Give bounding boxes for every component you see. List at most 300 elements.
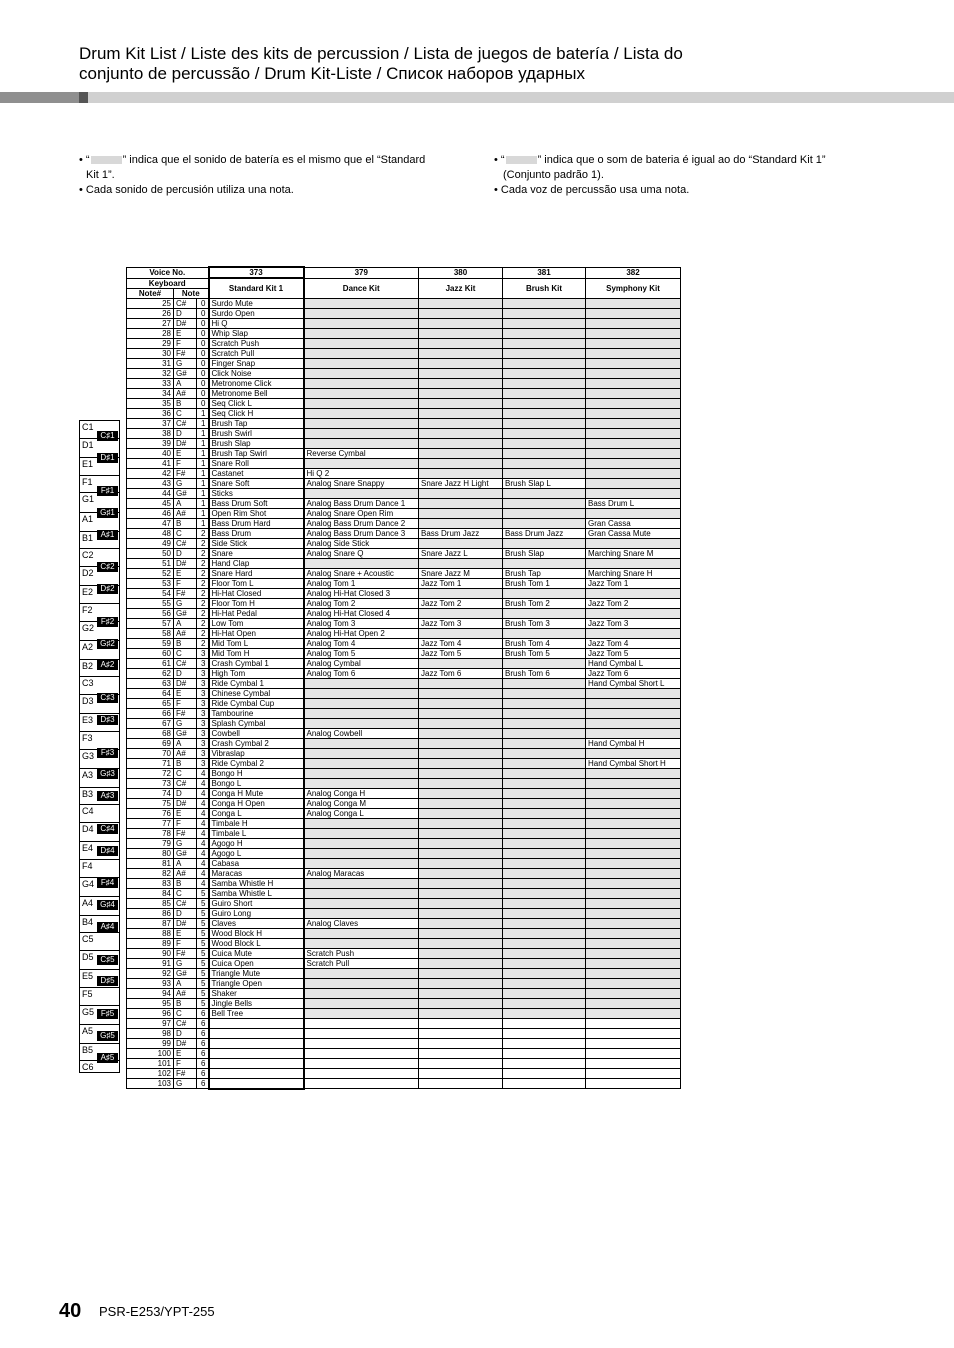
brush-kit-voice (503, 1048, 586, 1058)
note-name: A (174, 738, 197, 748)
standard-kit-voice: Agogo L (209, 848, 304, 858)
note-name: F# (174, 828, 197, 838)
dance-kit-voice: Analog Conga M (304, 798, 419, 808)
black-key: F♯5 (97, 1009, 118, 1019)
dance-kit-voice (304, 818, 419, 828)
standard-kit-voice: Conga L (209, 808, 304, 818)
note-octave: 6 (197, 1028, 209, 1038)
brush-kit-voice (503, 538, 586, 548)
standard-kit-voice: Maracas (209, 868, 304, 878)
standard-kit-voice: Bass Drum Soft (209, 498, 304, 508)
black-key: G♯1 (97, 508, 118, 518)
note-octave: 4 (197, 788, 209, 798)
brush-kit-voice (503, 998, 586, 1008)
brush-kit-voice (503, 888, 586, 898)
note-number: 97 (127, 1018, 174, 1028)
dance-kit-voice: Hi Q 2 (304, 468, 419, 478)
symphony-kit-voice (586, 308, 681, 318)
note-number: 34 (127, 388, 174, 398)
note-es-1 (79, 153, 469, 168)
standard-kit-voice: Samba Whistle H (209, 878, 304, 888)
white-key-label: D2 (82, 568, 94, 579)
symphony-kit-voice (586, 1068, 681, 1078)
black-key: D♯5 (97, 976, 118, 986)
jazz-kit-voice (419, 1028, 503, 1038)
note-octave: 4 (197, 798, 209, 808)
jazz-kit-voice (419, 948, 503, 958)
brush-kit-voice (503, 938, 586, 948)
note-name: D (174, 428, 197, 438)
note-name: F# (174, 1068, 197, 1078)
black-key: A♯3 (97, 791, 118, 801)
table-row (127, 728, 681, 738)
note-octave: 0 (197, 308, 209, 318)
symphony-kit-voice (586, 978, 681, 988)
table-row (127, 738, 681, 748)
note-name: A# (174, 748, 197, 758)
dance-kit-voice (304, 988, 419, 998)
table-row (127, 548, 681, 558)
note-name: B (174, 998, 197, 1008)
table-row (127, 1038, 681, 1048)
white-key-label: A2 (82, 641, 94, 652)
model-name: PSR-E253/YPT-255 (99, 1304, 215, 1319)
jazz-kit-voice (419, 378, 503, 388)
note-pt-1 (494, 153, 884, 168)
table-row (127, 668, 681, 678)
header-row-2 (127, 278, 681, 288)
standard-kit-voice: Triangle Mute (209, 968, 304, 978)
note-octave: 0 (197, 318, 209, 328)
jazz-kit-voice (419, 368, 503, 378)
brush-kit-voice (503, 368, 586, 378)
brush-kit-voice (503, 1038, 586, 1048)
table-row (127, 798, 681, 808)
white-key-label: C1 (82, 422, 94, 432)
dance-kit-voice (304, 928, 419, 938)
note-octave: 4 (197, 868, 209, 878)
note-octave: 5 (197, 898, 209, 908)
note-number: 86 (127, 908, 174, 918)
standard-kit-voice: Bass Drum Hard (209, 518, 304, 528)
black-key: A♯2 (97, 660, 118, 670)
note-number: 50 (127, 548, 174, 558)
jazz-kit-voice: Jazz Tom 5 (419, 648, 503, 658)
table-row (127, 498, 681, 508)
shade-swatch (91, 156, 122, 164)
jazz-kit-voice (419, 818, 503, 828)
brush-kit-voice (503, 418, 586, 428)
dance-kit-voice (304, 1028, 419, 1038)
symphony-kit-voice (586, 718, 681, 728)
dance-kit-voice (304, 718, 419, 728)
dance-kit-voice (304, 1038, 419, 1048)
note-name: D (174, 908, 197, 918)
white-key-label: E1 (82, 459, 94, 470)
note-number: 92 (127, 968, 174, 978)
table-row (127, 788, 681, 798)
symphony-kit-voice: Hand Cymbal L (586, 658, 681, 668)
note-octave: 3 (197, 718, 209, 728)
symphony-kit-voice (586, 358, 681, 368)
note-name: E (174, 1048, 197, 1058)
standard-kit-voice: Agogo H (209, 838, 304, 848)
dance-kit-voice (304, 908, 419, 918)
note-name: D (174, 548, 197, 558)
note-number: 93 (127, 978, 174, 988)
note-octave: 1 (197, 428, 209, 438)
black-key: F♯1 (97, 486, 118, 496)
note-octave: 4 (197, 838, 209, 848)
dance-kit-voice (304, 778, 419, 788)
note-number: 89 (127, 938, 174, 948)
brush-kit-voice (503, 928, 586, 938)
table-row (127, 398, 681, 408)
note-name: A# (174, 388, 197, 398)
dance-kit-voice (304, 1058, 419, 1068)
brush-kit-voice: Brush Tom 6 (503, 668, 586, 678)
brush-kit-voice (503, 768, 586, 778)
bullet-open: • “ (79, 154, 90, 166)
white-key-label: E3 (82, 715, 94, 726)
brush-kit-voice (503, 498, 586, 508)
standard-kit-voice: Vibraslap (209, 748, 304, 758)
note-number: 84 (127, 888, 174, 898)
dance-kit-voice (304, 328, 419, 338)
note-octave: 1 (197, 498, 209, 508)
note-octave: 5 (197, 988, 209, 998)
dance-kit-voice (304, 488, 419, 498)
note-number: 40 (127, 448, 174, 458)
note-number: 57 (127, 618, 174, 628)
note-number: 82 (127, 868, 174, 878)
note-name: C# (174, 658, 197, 668)
note-number: 76 (127, 808, 174, 818)
note-name: C# (174, 298, 197, 308)
jazz-kit-voice (419, 438, 503, 448)
dance-kit-voice (304, 1018, 419, 1028)
brush-kit-voice (503, 978, 586, 988)
dance-kit-voice (304, 878, 419, 888)
brush-kit-voice (503, 828, 586, 838)
symphony-kit-voice (586, 818, 681, 828)
symphony-kit-voice (586, 298, 681, 308)
standard-kit-voice: Scratch Push (209, 338, 304, 348)
jazz-kit-voice (419, 698, 503, 708)
table-row (127, 538, 681, 548)
jazz-kit-voice: Jazz Tom 6 (419, 668, 503, 678)
dance-kit-voice (304, 998, 419, 1008)
symphony-kit-voice (586, 728, 681, 738)
table-row (127, 908, 681, 918)
note-octave: 2 (197, 528, 209, 538)
jazz-kit-voice (419, 878, 503, 888)
note-name: C# (174, 898, 197, 908)
note-octave: 2 (197, 558, 209, 568)
dance-kit-voice (304, 428, 419, 438)
symphony-kit-voice (586, 698, 681, 708)
note-name: C (174, 528, 197, 538)
note-octave: 1 (197, 408, 209, 418)
table-row (127, 408, 681, 418)
jazz-kit-voice (419, 908, 503, 918)
jazz-kit-voice (419, 558, 503, 568)
standard-kit-voice: Snare (209, 548, 304, 558)
note-octave: 3 (197, 698, 209, 708)
note-number: 90 (127, 948, 174, 958)
bullet-open: • “ (494, 154, 505, 166)
brush-kit-voice (503, 808, 586, 818)
note-number: 102 (127, 1068, 174, 1078)
white-key-label: B1 (82, 532, 94, 543)
note-octave: 2 (197, 628, 209, 638)
symphony-kit-voice (586, 988, 681, 998)
note-octave: 3 (197, 648, 209, 658)
note-name: G (174, 598, 197, 608)
dance-kit-voice (304, 898, 419, 908)
note-octave: 2 (197, 638, 209, 648)
brush-kit-voice (503, 718, 586, 728)
standard-kit-voice: Chinese Cymbal (209, 688, 304, 698)
title-line-2: conjunto de percussão / Drum Kit-Liste / Список наборов ударных (79, 64, 585, 83)
black-key: F♯4 (97, 878, 118, 888)
jazz-kit-voice (419, 828, 503, 838)
brush-kit-voice (503, 298, 586, 308)
note-name: A (174, 858, 197, 868)
standard-kit-voice: Claves (209, 918, 304, 928)
note-octave: 2 (197, 578, 209, 588)
note-number: 77 (127, 818, 174, 828)
standard-kit-voice: Cuica Open (209, 958, 304, 968)
standard-kit-voice: Finger Snap (209, 358, 304, 368)
symphony-kit-voice (586, 1058, 681, 1068)
brush-kit-voice (503, 438, 586, 448)
note-number: 100 (127, 1048, 174, 1058)
symphony-kit-voice (586, 858, 681, 868)
table-row (127, 518, 681, 528)
standard-kit-voice: Seq Click H (209, 408, 304, 418)
dance-kit-voice (304, 1048, 419, 1058)
jazz-kit-voice (419, 328, 503, 338)
jazz-kit-voice (419, 708, 503, 718)
dance-kit-voice (304, 398, 419, 408)
black-key: D♯1 (97, 453, 118, 463)
dance-kit-voice: Analog Maracas (304, 868, 419, 878)
symphony-kit-voice (586, 388, 681, 398)
jazz-kit-voice (419, 658, 503, 668)
symphony-kit-voice (586, 868, 681, 878)
brush-kit-voice (503, 338, 586, 348)
note-octave: 0 (197, 368, 209, 378)
note-octave: 4 (197, 768, 209, 778)
note-octave: 6 (197, 1078, 209, 1089)
note-number: 60 (127, 648, 174, 658)
dance-kit-voice: Analog Bass Drum Dance 3 (304, 528, 419, 538)
table-row (127, 818, 681, 828)
standard-kit-voice: Ride Cymbal Cup (209, 698, 304, 708)
dance-kit-voice (304, 678, 419, 688)
jazz-kit-voice (419, 418, 503, 428)
brush-kit-voice: Brush Tom 2 (503, 598, 586, 608)
symphony-kit-voice (586, 508, 681, 518)
standard-kit-voice (209, 1078, 304, 1089)
note-octave: 1 (197, 468, 209, 478)
brush-kit-voice (503, 868, 586, 878)
dance-kit-voice (304, 1078, 419, 1089)
symphony-kit-voice (586, 768, 681, 778)
jazz-kit-voice (419, 1058, 503, 1068)
table-row (127, 318, 681, 328)
symphony-kit-voice (586, 778, 681, 788)
brush-kit-voice (503, 608, 586, 618)
black-key: C♯4 (97, 824, 118, 834)
brush-kit-voice (503, 958, 586, 968)
jazz-kit-voice (419, 358, 503, 368)
note-name: G (174, 478, 197, 488)
note-name: G (174, 958, 197, 968)
kit-number: 373 (209, 267, 304, 278)
symphony-kit-voice (586, 798, 681, 808)
table-row (127, 758, 681, 768)
dance-kit-voice: Analog Conga H (304, 788, 419, 798)
jazz-kit-voice (419, 988, 503, 998)
symphony-kit-voice: Jazz Tom 5 (586, 648, 681, 658)
jazz-kit-voice (419, 1048, 503, 1058)
kit-number: 382 (586, 267, 681, 278)
note-name: F# (174, 348, 197, 358)
brush-kit-voice (503, 588, 586, 598)
note-number: 75 (127, 798, 174, 808)
white-key-label: F1 (82, 476, 93, 487)
note-name: D# (174, 798, 197, 808)
note-octave: 1 (197, 438, 209, 448)
white-key-label: G2 (82, 622, 95, 633)
note-octave: 0 (197, 348, 209, 358)
jazz-kit-voice (419, 868, 503, 878)
symphony-kit-voice (586, 488, 681, 498)
note-name: G# (174, 608, 197, 618)
dance-kit-voice: Analog Snare Snappy (304, 478, 419, 488)
note-number: 83 (127, 878, 174, 888)
standard-kit-voice: Cuica Mute (209, 948, 304, 958)
note-name: C (174, 1008, 197, 1018)
note-number: 61 (127, 658, 174, 668)
standard-kit-voice: Scratch Pull (209, 348, 304, 358)
jazz-kit-voice (419, 308, 503, 318)
table-row (127, 988, 681, 998)
symphony-kit-voice (586, 958, 681, 968)
jazz-kit-voice (419, 938, 503, 948)
brush-kit-voice: Brush Tap (503, 568, 586, 578)
brush-kit-voice (503, 688, 586, 698)
dance-kit-voice (304, 888, 419, 898)
jazz-kit-voice (419, 348, 503, 358)
kit-name: Jazz Kit (419, 278, 503, 298)
standard-kit-voice: Conga H Mute (209, 788, 304, 798)
note-name: G# (174, 968, 197, 978)
white-key-label: B4 (82, 916, 94, 927)
note-name: C# (174, 778, 197, 788)
note-octave: 0 (197, 358, 209, 368)
dance-kit-voice (304, 698, 419, 708)
note-octave: 4 (197, 818, 209, 828)
note-number: 78 (127, 828, 174, 838)
note-octave: 3 (197, 678, 209, 688)
white-key-label: A1 (82, 513, 94, 524)
header-bar-accent (0, 92, 79, 103)
standard-kit-voice: Crash Cymbal 2 (209, 738, 304, 748)
white-key-label: C6 (82, 1062, 94, 1073)
note-number: 99 (127, 1038, 174, 1048)
white-key-label: A3 (82, 769, 94, 780)
table-row (127, 628, 681, 638)
note-number: 44 (127, 488, 174, 498)
black-key: G♯5 (97, 1031, 118, 1041)
standard-kit-voice: Samba Whistle L (209, 888, 304, 898)
brush-kit-voice (503, 798, 586, 808)
note-name: G (174, 838, 197, 848)
symphony-kit-voice (586, 348, 681, 358)
symphony-kit-voice: Hand Cymbal Short L (586, 678, 681, 688)
standard-kit-voice: Sticks (209, 488, 304, 498)
note-octave: 4 (197, 808, 209, 818)
note-octave: 5 (197, 978, 209, 988)
black-key: A♯4 (97, 922, 118, 932)
note-number: 101 (127, 1058, 174, 1068)
kit-number: 380 (419, 267, 503, 278)
kit-name: Standard Kit 1 (209, 278, 304, 298)
symphony-kit-voice (586, 908, 681, 918)
note-number: 73 (127, 778, 174, 788)
jazz-kit-voice (419, 408, 503, 418)
kit-name: Brush Kit (503, 278, 586, 298)
standard-kit-voice: Surdo Mute (209, 298, 304, 308)
standard-kit-voice (209, 1018, 304, 1028)
white-key-label: G5 (82, 1006, 95, 1017)
note-octave: 6 (197, 1058, 209, 1068)
note-name: E (174, 568, 197, 578)
jazz-kit-voice (419, 958, 503, 968)
note-number: 72 (127, 768, 174, 778)
standard-kit-voice (209, 1058, 304, 1068)
black-key: C♯5 (97, 955, 118, 965)
dance-kit-voice: Analog Tom 2 (304, 598, 419, 608)
note-number: 47 (127, 518, 174, 528)
brush-kit-voice (503, 318, 586, 328)
brush-kit-voice: Brush Tom 5 (503, 648, 586, 658)
note-octave: 4 (197, 848, 209, 858)
jazz-kit-voice (419, 918, 503, 928)
table-row (127, 848, 681, 858)
voice-no-label: Voice No. (127, 267, 209, 278)
jazz-kit-voice (419, 848, 503, 858)
symphony-kit-voice (586, 1028, 681, 1038)
symphony-kit-voice: Jazz Tom 3 (586, 618, 681, 628)
symphony-kit-voice (586, 408, 681, 418)
dance-kit-voice: Analog Claves (304, 918, 419, 928)
note-name: C (174, 888, 197, 898)
jazz-kit-voice (419, 388, 503, 398)
table-row (127, 1078, 681, 1089)
standard-kit-voice: Seq Click L (209, 398, 304, 408)
note-octave: 5 (197, 968, 209, 978)
brush-kit-voice (503, 728, 586, 738)
symphony-kit-voice (586, 428, 681, 438)
jazz-kit-voice (419, 398, 503, 408)
dance-kit-voice (304, 308, 419, 318)
note-name: A# (174, 988, 197, 998)
symphony-kit-voice (586, 688, 681, 698)
